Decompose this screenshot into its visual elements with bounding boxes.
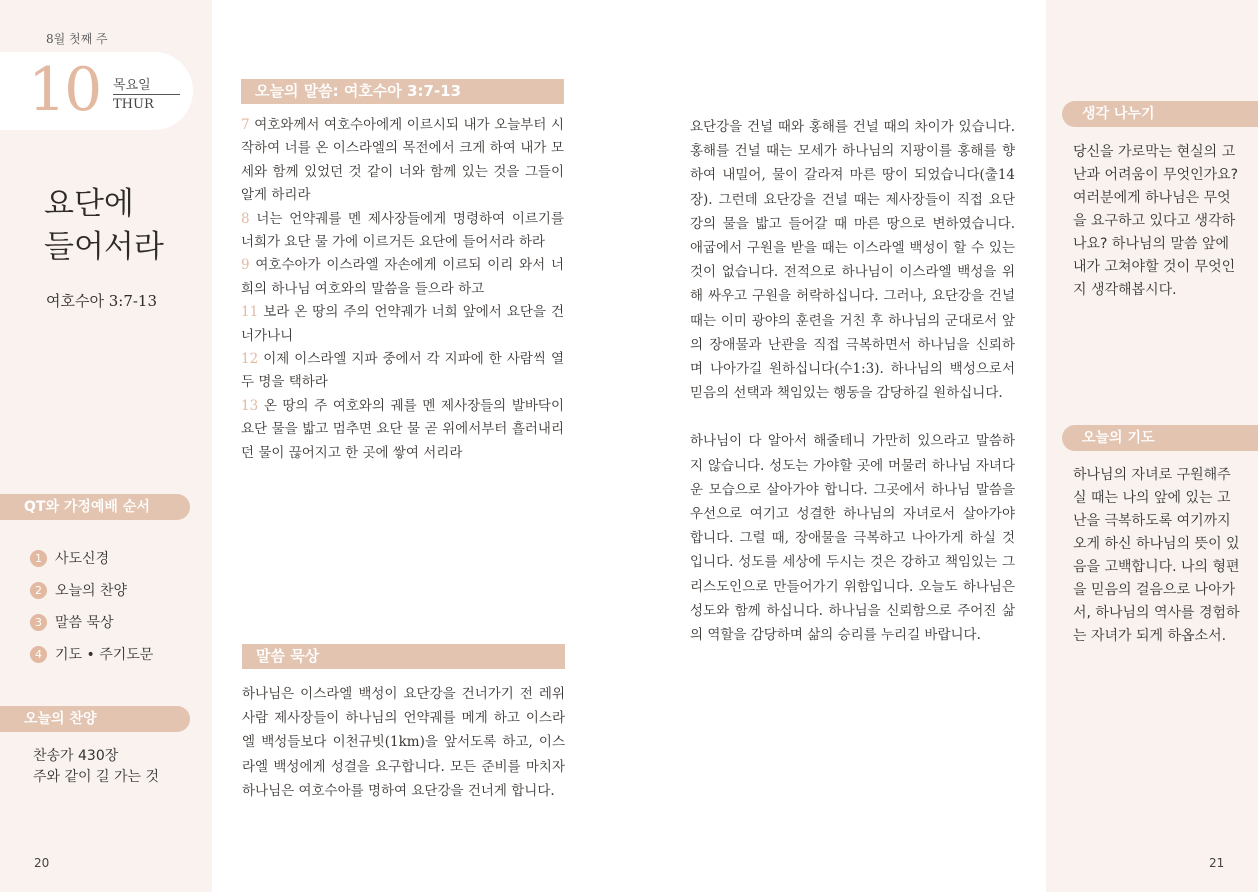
scripture-heading: 오늘의 말씀: 여호수아 3:7-13 [241,79,564,104]
order-heading: QT와 가정예배 순서 [0,494,190,520]
day-korean: 목요일 [113,78,151,93]
order-item-label: 말씀 묵상 [55,615,114,631]
verse-number: 7 [241,117,250,133]
page-number-left: 20 [34,856,50,870]
order-number-badge: 3 [30,614,47,631]
meditation-heading: 말씀 묵상 [242,644,565,669]
verse [241,208,564,255]
list-item [30,606,153,638]
meditation-paragraph: 요단강을 건널 때와 홍해를 건널 때의 차이가 있습니다. 홍해를 건널 때는 모세가 하나님의 지팡이를 홍해를 향하여 내밀어, 물이 갈라져 마른 땅이 되었습니다(출14장). 그런데 요단강을 건널 때는 제사장들이 직접 요단강의 물을 밟고 들어갈 때 마른 땅으로 변하였습니다. 애굽에서 구원을 받을 때는 이스라엘 백성이 할 수 있는 것이 없습니다. 전적으로 하나님이 이스라엘 백성을 위해 싸우고 구원을 허락하십니다. 그러나, 요단강을 건널 때는 이미 광야의 훈련을 거친 후 하나님의 군대로서 앞의 장애물과 난관을 직접 극복하면서 하나님을 신뢰하며 나아가길 원하십니다(수1:3). 하나님의 백성으로서 믿음의 선택과 책임있는 행동을 감당하길 원하십니다. [690,119,1015,402]
order-list [30,542,153,670]
share-heading: 생각 나누기 [1062,101,1258,127]
order-item-label: 기도 • 주기도문 [55,647,154,663]
verse [241,254,564,301]
verse-text: 여호와께서 여호수아에게 이르시되 내가 오늘부터 시작하여 너를 온 이스라엘의 목전에서 크게 하여 내가 모세와 함께 있었던 것 같이 너와 함께 있는 것을 그들이 알게 하리라 [241,117,565,204]
meditation-paragraph: 하나님이 다 알아서 해줄테니 가만히 있으라고 말씀하지 않습니다. 성도는 가야할 곳에 머물러 하나님 자녀다운 모습으로 살아가야 합니다. 그곳에서 하나님 말씀을 우선으로 여기고 성결한 하나님의 자녀로서 살아가야 합니다. 그럴 때, 장애물을 극복하고 나아가게 하실 것입니다. 성도를 세상에 두시는 것은 강하고 책임있는 그리스도인으로 만들어가기 위함입니다. 오늘도 하나님은 성도와 함께 하십니다. 하나님을 신뢰함으로 주어진 삶의 역할을 감당하며 삶의 승리를 누리길 바랍니다. [690,433,1015,644]
prayer-heading: 오늘의 기도 [1062,425,1258,451]
hymn-title: 주와 같이 길 가는 것 [33,769,159,785]
day-english: THUR [113,97,154,112]
list-item [30,542,153,574]
share-text: 당신을 가로막는 현실의 고난과 어려움이 무엇인가요? 여러분에게 하나님은 무엇을 요구하고 있다고 생각하나요? 하나님의 말씀 앞에 내가 고쳐야할 것이 무엇인지 생각해봅시다. [1073,144,1239,298]
page-number-right: 21 [1209,856,1225,870]
verse-number: 8 [241,210,250,227]
verse-text: 보라 온 땅의 주의 언약궤가 너희 앞에서 요단을 건너가나니 [241,304,564,344]
hymn-heading: 오늘의 찬양 [0,706,190,732]
date-number: 10 [28,55,101,125]
page-title-line-1: 요단에 [44,186,134,222]
verse-number: 12 [241,351,259,368]
verse-number: 13 [241,397,259,414]
verse-text: 여호수아가 이스라엘 자손에게 이르되 이리 와서 너희의 하나님 여호와의 말씀을 들으라 하고 [241,257,564,297]
list-item [30,638,153,670]
order-item-label: 사도신경 [55,551,110,567]
verse-text: 온 땅의 주 여호와의 궤를 멘 제사장들의 발바닥이 요단 물을 밟고 멈추면 요단 물 곧 위에서부터 흘러내리던 물이 끊어지고 한 곳에 쌓여 서리라 [241,397,564,461]
verse [241,348,564,395]
meditation-body [690,115,1015,647]
order-number-badge: 2 [30,582,47,599]
list-item [30,574,153,606]
verse [241,301,564,348]
verse [241,395,564,465]
meditation-intro: 하나님은 이스라엘 백성이 요단강을 건너가기 전 레위사람 제사장들이 하나님의 언약궤를 메게 하고 이스라엘 백성들보다 이천규빗(1km)을 앞서도록 하고, 이스라엘 백성에게 성결을 요구합니다. 모든 준비를 마치자 하나님은 여호수아를 명하여 요단강을 건너게 합니다. [242,686,565,799]
scripture-reference: 여호수아 3:7-13 [46,292,158,310]
verse-number: 9 [241,257,250,274]
verse-text: 너는 언약궤를 멘 제사장들에게 명령하여 이르기를 너희가 요단 물 가에 이르거든 요단에 들어서라 하라 [241,210,564,251]
hymn-number: 찬송가 430장 [33,748,119,764]
verse [241,114,564,208]
order-number-badge: 4 [30,646,47,663]
order-number-badge: 1 [30,550,47,567]
verse-number: 11 [241,304,259,321]
order-item-label: 오늘의 찬양 [55,583,128,599]
prayer-text: 하나님의 자녀로 구원해주실 때는 나의 앞에 있는 고난을 극복하도록 여기까지 오게 하신 하나님의 뜻이 있음을 고백합니다. 나의 형편을 믿음의 걸음으로 나아가서, 하나님의 역사를 경험하는 자녀가 되게 하옵소서. [1073,467,1240,644]
day-divider [113,94,180,95]
hymn-info [33,746,159,788]
page-title [44,183,164,269]
verse-text: 이제 이스라엘 지파 중에서 각 지파에 한 사람씩 열두 명을 택하라 [241,351,564,391]
page-title-line-2: 들어서라 [44,229,164,265]
scripture-text [241,114,564,465]
week-label: 8월 첫째 주 [46,32,108,46]
